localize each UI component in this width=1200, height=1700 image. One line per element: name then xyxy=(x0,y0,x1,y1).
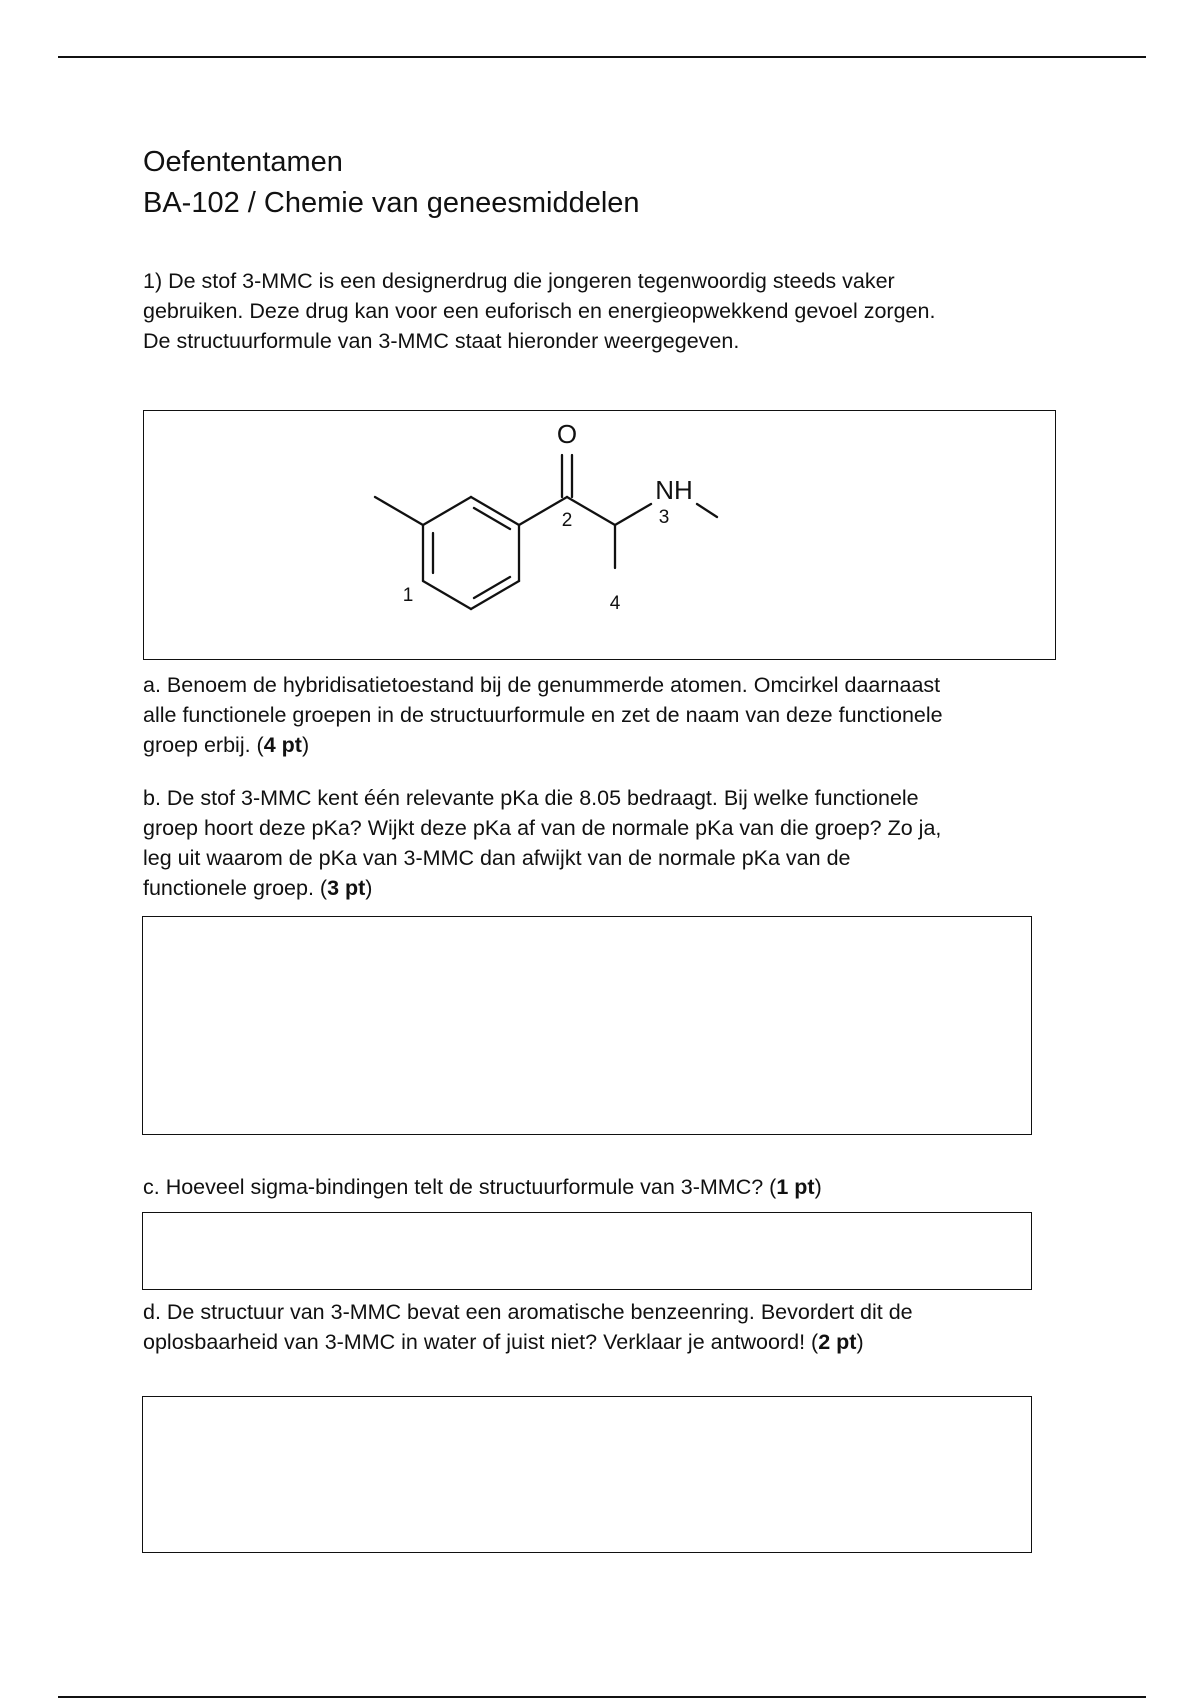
intro-line: De structuurformule van 3-MMC staat hieronder weergegeven. xyxy=(143,329,740,353)
answer-box-1b[interactable] xyxy=(142,916,1032,1135)
question-line-text: groep erbij. ( xyxy=(143,733,264,757)
question-line-text: c. Hoeveel sigma-bindingen telt de structuurformule van 3-MMC? ( xyxy=(143,1175,777,1199)
n-methyl-bond xyxy=(697,504,717,517)
atom-number-1: 1 xyxy=(402,585,414,606)
amine-label: NH xyxy=(655,475,693,505)
ring-double-bond xyxy=(474,577,510,598)
intro-line: 1) De stof 3-MMC is een designerdrug die jongeren tegenwoordig steeds vaker xyxy=(143,269,895,293)
question-1a xyxy=(143,670,1043,760)
question-line: b. De stof 3-MMC kent één relevante pKa die 8.05 bedraagt. Bij welke functionele xyxy=(143,786,919,810)
page-header xyxy=(143,142,640,224)
question-line xyxy=(143,1172,1043,1202)
question-line xyxy=(143,873,1043,903)
top-rule xyxy=(58,56,1146,58)
points-label: 2 pt xyxy=(818,1330,857,1354)
structure-formula-box xyxy=(143,410,1056,660)
question-line: leg uit waarom de pKa van 3-MMC dan afwijkt van de normale pKa van de xyxy=(143,846,851,870)
question-line-text: ) xyxy=(301,733,310,757)
course-title: BA-102 / Chemie van geneesmiddelen xyxy=(143,187,640,219)
question-line-text: functionele groep. ( xyxy=(143,876,328,900)
structure-formula-3mmc xyxy=(144,411,1054,658)
question-1c xyxy=(143,1172,1043,1202)
bottom-rule xyxy=(58,1696,1146,1698)
question-line-text: ) xyxy=(814,1175,822,1199)
intro-line: gebruiken. Deze drug kan voor een euforisch en energieopwekkend gevoel zorgen. xyxy=(143,299,936,323)
answer-box-1d[interactable] xyxy=(142,1396,1032,1553)
question-line-text: oplosbaarheid van 3-MMC in water of juist niet? Verklaar je antwoord! ( xyxy=(143,1330,819,1354)
question-1b xyxy=(143,783,1043,903)
bond xyxy=(567,497,615,525)
exam-title: Oefententamen xyxy=(143,146,343,178)
points-label: 4 pt xyxy=(263,733,302,757)
question-1-intro xyxy=(143,266,1043,356)
question-line-text: ) xyxy=(365,876,373,900)
question-line: d. De structuur van 3-MMC bevat een aromatische benzeenring. Bevordert dit de xyxy=(143,1300,913,1324)
points-label: 1 pt xyxy=(776,1175,815,1199)
atom-number-4: 4 xyxy=(609,593,621,614)
bond xyxy=(519,497,567,525)
ring-bond xyxy=(423,581,471,609)
points-label: 3 pt xyxy=(327,876,366,900)
bond xyxy=(615,504,651,525)
question-line: groep hoort deze pKa? Wijkt deze pKa af van de normale pKa van die groep? Zo ja, xyxy=(143,816,942,840)
question-line-text: ) xyxy=(856,1330,864,1354)
ring-bond xyxy=(423,497,471,525)
question-line xyxy=(143,730,1043,760)
question-line: alle functionele groepen in de structuurformule en zet de naam van deze functionele xyxy=(143,703,943,727)
atom-number-2: 2 xyxy=(561,510,573,531)
methyl-bond xyxy=(375,497,423,525)
oxygen-label: O xyxy=(556,419,578,449)
question-line xyxy=(143,1327,1043,1357)
answer-box-1c[interactable] xyxy=(142,1212,1032,1290)
atom-number-3: 3 xyxy=(658,507,670,528)
ring-double-bond xyxy=(474,508,510,529)
question-line: a. Benoem de hybridisatietoestand bij de genummerde atomen. Omcirkel daarnaast xyxy=(143,673,941,697)
question-1d xyxy=(143,1297,1043,1357)
